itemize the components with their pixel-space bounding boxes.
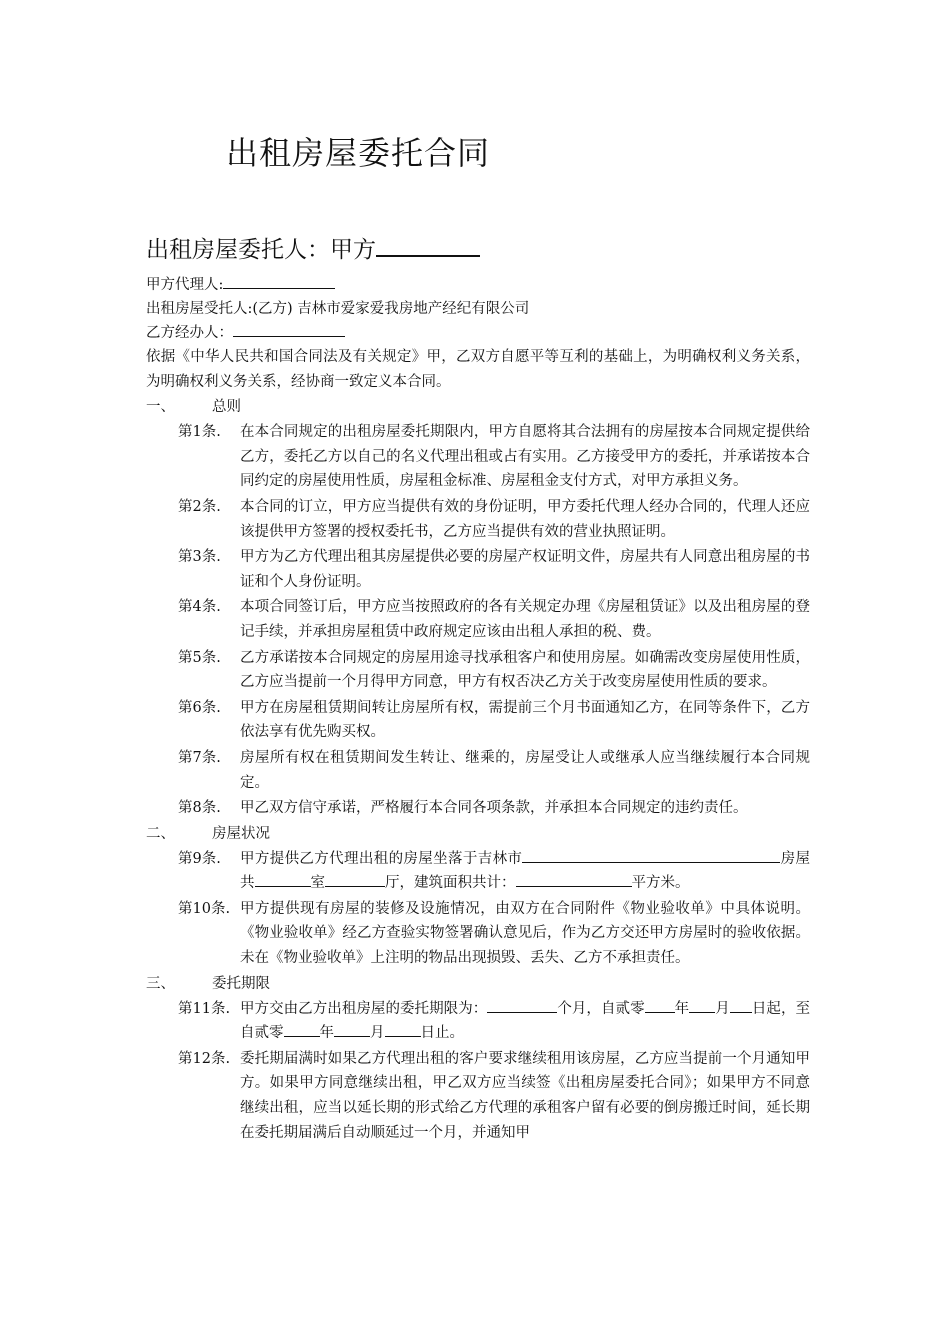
article-label: 第12条. (178, 1050, 231, 1067)
halls-blank (325, 872, 385, 887)
article-label: 第3条. (178, 549, 221, 566)
document-title: 出租房屋委托合同 (226, 134, 491, 172)
article-text: 甲方提供现有房屋的装修及设施情况，由双方在合同附件《物业验收单》中具体说明。《物业验收单》经乙方查验实物签署确认意见后，作为乙方交还甲方房屋时的验收依据。未在《物业验收单》上注明的物品出现损毁、丢失、乙方不承担责任。 (240, 900, 810, 967)
article-5 (146, 646, 810, 695)
start-year-blank (645, 998, 675, 1013)
end-year-blank (284, 1022, 320, 1037)
section-title: 房屋状况 (212, 825, 270, 842)
article-text: 甲方在房屋租赁期间转让房屋所有权，需提前三个月书面通知乙方，在同等条件下，乙方依法享有优先购买权。 (240, 699, 810, 741)
handler-b-label: 乙方经办人： (146, 325, 233, 341)
agent-a-label: 甲方代理人: (146, 277, 224, 293)
agent-a-blank (223, 274, 335, 289)
article-text-part: 日起，至自贰零 (240, 1000, 810, 1042)
article-10 (146, 897, 810, 971)
article-label: 第7条. (178, 749, 221, 766)
article-text: 在本合同规定的出租房屋委托期限内，甲方自愿将其合法拥有的房屋按本合同规定提供给乙方，委托乙方以自己的名义代理出租或占有实用。乙方接受甲方的委托，并承诺按本合同约定的房屋使用性质，房屋租金标准、房屋租金支付方式，对甲方承担义务。 (240, 424, 810, 490)
article-label: 第2条. (178, 498, 221, 515)
section-number: 一、 (146, 399, 175, 416)
article-text-part: 厅，建筑面积共计： (385, 875, 516, 892)
article-11 (146, 997, 810, 1046)
article-label: 第10条. (178, 900, 231, 917)
article-text: 房屋所有权在租赁期间发生转让、继乘的，房屋受让人或继承人应当继续履行本合同规定。 (240, 749, 810, 791)
entrustor-heading (146, 231, 480, 264)
article-text (240, 847, 810, 896)
article-text-part: 月 (370, 1025, 385, 1042)
article-label: 第11条. (178, 1000, 231, 1017)
handler-b-blank (233, 322, 345, 337)
area-blank (516, 872, 632, 887)
article-text-part: 日止。 (420, 1025, 464, 1042)
start-month-blank (689, 998, 715, 1013)
article-label: 第1条. (178, 424, 221, 441)
article-text-part: 房屋共 (240, 850, 811, 892)
address-blank (522, 848, 766, 863)
article-1 (146, 420, 810, 494)
address-blank-cont (766, 848, 780, 863)
months-blank (487, 998, 557, 1013)
article-text-part: 个月，自贰零 (557, 1000, 645, 1017)
section-title: 总则 (212, 399, 241, 416)
entrusted-party-line: 出租房屋受托人:(乙方) 吉林市爱家爱我房地产经纪有限公司 (146, 301, 530, 317)
article-text: 甲方为乙方代理出租其房屋提供必要的房屋产权证明文件，房屋共有人同意出租房屋的书证和个人身份证明。 (240, 549, 810, 590)
article-7 (146, 746, 810, 795)
end-month-blank (334, 1022, 370, 1037)
rooms-blank (255, 872, 311, 887)
article-text: 乙方承诺按本合同规定的房屋用途寻找承租客户和使用房屋。如确需改变房屋使用性质，乙方应当提前一个月得甲方同意，甲方有权否决乙方关于改变房屋使用性质的要求。 (240, 649, 810, 691)
article-text (240, 997, 810, 1046)
article-text-part: 月 (715, 1000, 730, 1017)
article-label: 第9条. (178, 850, 221, 867)
section-number: 三、 (146, 975, 175, 992)
article-6 (146, 696, 810, 745)
article-2 (146, 495, 810, 544)
article-label: 第5条. (178, 649, 221, 666)
article-12 (146, 1047, 810, 1145)
start-day-blank (730, 998, 752, 1013)
article-text: 本项合同签订后，甲方应当按照政府的各有关规定办理《房屋租赁证》以及出租房屋的登记手续，并承担房屋租赁中政府规定应该由出租人承担的税、费。 (240, 599, 810, 640)
article-3 (146, 545, 810, 594)
agent-a-line (146, 273, 810, 297)
entrustor-heading-text: 出租房屋委托人：甲方 (146, 237, 376, 263)
article-text: 甲乙双方信守承诺，严格履行本合同各项条款，并承担本合同规定的违约责任。 (240, 800, 748, 817)
contract-body (146, 273, 810, 1146)
section-number: 二、 (146, 825, 175, 842)
article-text: 本合同的订立，甲方应当提供有效的身份证明，甲方委托代理人经办合同的，代理人还应该提供甲方签署的授权委托书，乙方应当提供有效的营业执照证明。 (240, 498, 810, 540)
article-text-part: 年 (319, 1025, 334, 1042)
article-8 (146, 796, 810, 821)
section-property (146, 822, 810, 847)
entrustor-blank (376, 237, 480, 257)
article-text-part: 年 (674, 1000, 690, 1017)
article-text: 委托期届满时如果乙方代理出租的客户要求继续租用该房屋，乙方应当提前一个月通知甲方。如果甲方同意继续出租，甲乙双方应当续签《出租房屋委托合同》；如果甲方不同意继续出租，应当以延长期的形式给乙方代理的承租客户留有必要的倒房搬迁时间，延长期在委托期届满后自动顺延过一个月，并通知甲 (240, 1050, 810, 1141)
section-title: 委托期限 (212, 975, 270, 992)
article-text-part: 甲方提供乙方代理出租的房屋坐落于吉林市 (240, 850, 523, 867)
article-9 (146, 847, 810, 896)
end-day-blank (385, 1022, 421, 1037)
handler-b-line (146, 321, 810, 345)
article-4 (146, 595, 810, 644)
article-label: 第6条. (178, 699, 221, 716)
article-text-part: 甲方交由乙方出租房屋的委托期限为： (240, 1000, 488, 1017)
section-general (146, 395, 810, 420)
article-label: 第4条. (178, 599, 221, 616)
article-text-part: 平方米。 (631, 875, 690, 892)
article-label: 第8条. (178, 800, 221, 817)
section-term (146, 972, 810, 997)
preamble: 依据《中华人民共和国合同法及有关规定》甲，乙双方自愿平等互利的基础上，为明确权利义务关系，为明确权利义务关系，经协商一致定义本合同。 (146, 349, 810, 390)
article-text-part: 室 (310, 875, 325, 892)
